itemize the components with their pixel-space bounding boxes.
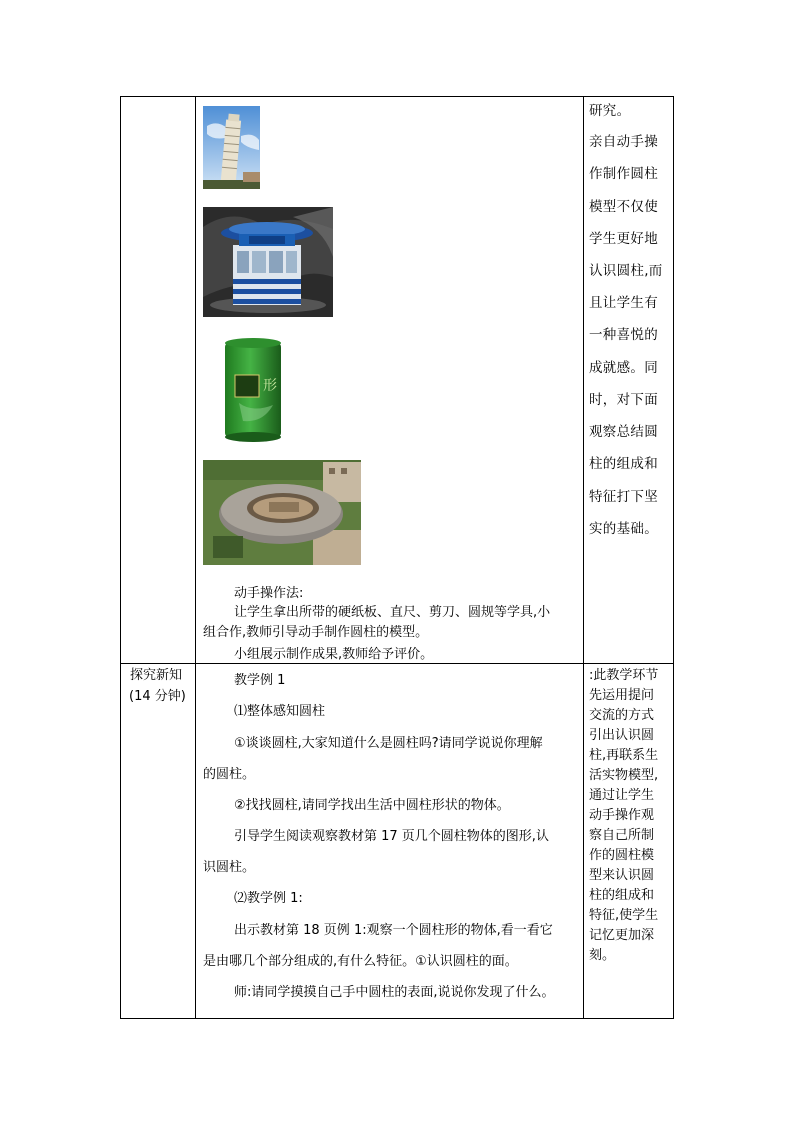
note-line: 时，对下面	[589, 392, 658, 408]
note-line: 作的圆柱模	[589, 848, 655, 863]
method-title: 动手操作法:	[234, 586, 304, 601]
note-line: 型来认识圆	[589, 868, 655, 883]
note-line: 特征打下坚	[589, 489, 658, 505]
note-line: 记忆更加深	[589, 928, 655, 943]
note-line: 且让学生有	[589, 295, 658, 311]
note-line: 模型不仅使	[589, 199, 658, 215]
column-divider-1	[195, 97, 196, 1018]
can-label: 形	[263, 378, 277, 394]
method-line: 小组展示制作成果,教师给予评价。	[234, 647, 434, 662]
note-line: 柱,再联系生	[589, 748, 659, 763]
content-line: ①谈谈圆柱,大家知道什么是圆柱吗?请同学说说你理解	[234, 736, 543, 751]
note-line: 成就感。同	[589, 360, 658, 376]
note-line: 一种喜悦的	[589, 327, 658, 343]
note-line: 刻。	[589, 948, 616, 963]
note-line: 察自己所制	[589, 828, 655, 843]
content-line: 识圆柱。	[203, 860, 256, 875]
note-line: 活实物模型,	[589, 768, 659, 783]
tulou-photo	[203, 460, 361, 565]
content-line: 师:请同学摸摸自己手中圆柱的表面,说说你发现了什么。	[234, 985, 555, 1000]
note-line: 学生更好地	[589, 231, 658, 247]
note-line: 研究。	[589, 103, 631, 119]
note-line: 亲自动手操	[589, 134, 658, 150]
note-line: 动手操作观	[589, 808, 655, 823]
note-line: 柱的组成和	[589, 456, 658, 472]
note-line: 引出认识圆	[589, 728, 655, 743]
note-line: 作制作圆柱	[589, 166, 658, 182]
note-line: 通过让学生	[589, 788, 655, 803]
note-line: 交流的方式	[589, 708, 655, 723]
note-line: 先运用提问	[589, 688, 655, 703]
method-line: 让学生拿出所带的硬纸板、直尺、剪刀、圆规等学具,小	[234, 605, 551, 620]
content-line: 的圆柱。	[203, 767, 256, 782]
content-line: 教学例 1	[234, 673, 286, 688]
content-line: 引导学生阅读观察教材第 17 页几个圆柱物体的图形,认	[234, 829, 549, 844]
section-time: (14 分钟)	[129, 689, 186, 704]
note-line: 实的基础。	[589, 521, 658, 537]
note-line: 观察总结圆	[589, 424, 658, 440]
tea-can-photo	[203, 333, 313, 443]
content-line: ②找找圆柱,请同学找出生活中圆柱形状的物体。	[234, 798, 510, 813]
note-line: :此教学环节	[589, 668, 659, 683]
note-line: 特征,使学生	[589, 908, 659, 923]
content-line: ⑴整体感知圆柱	[234, 704, 326, 719]
column-divider-2	[583, 97, 584, 1018]
section-label: 探究新知	[130, 668, 183, 683]
kiosk-photo	[203, 207, 333, 317]
row-divider	[121, 663, 673, 664]
content-line: 出示教材第 18 页例 1:观察一个圆柱形的物体,看一看它	[234, 923, 553, 938]
method-line: 组合作,教师引导动手制作圆柱的模型。	[203, 625, 429, 640]
note-line: 柱的组成和	[589, 888, 655, 903]
content-line: ⑵教学例 1:	[234, 891, 303, 906]
note-line: 认识圆柱,而	[589, 263, 663, 279]
content-line: 是由哪几个部分组成的,有什么特征。①认识圆柱的面。	[203, 954, 518, 969]
leaning-tower-photo	[203, 106, 260, 189]
